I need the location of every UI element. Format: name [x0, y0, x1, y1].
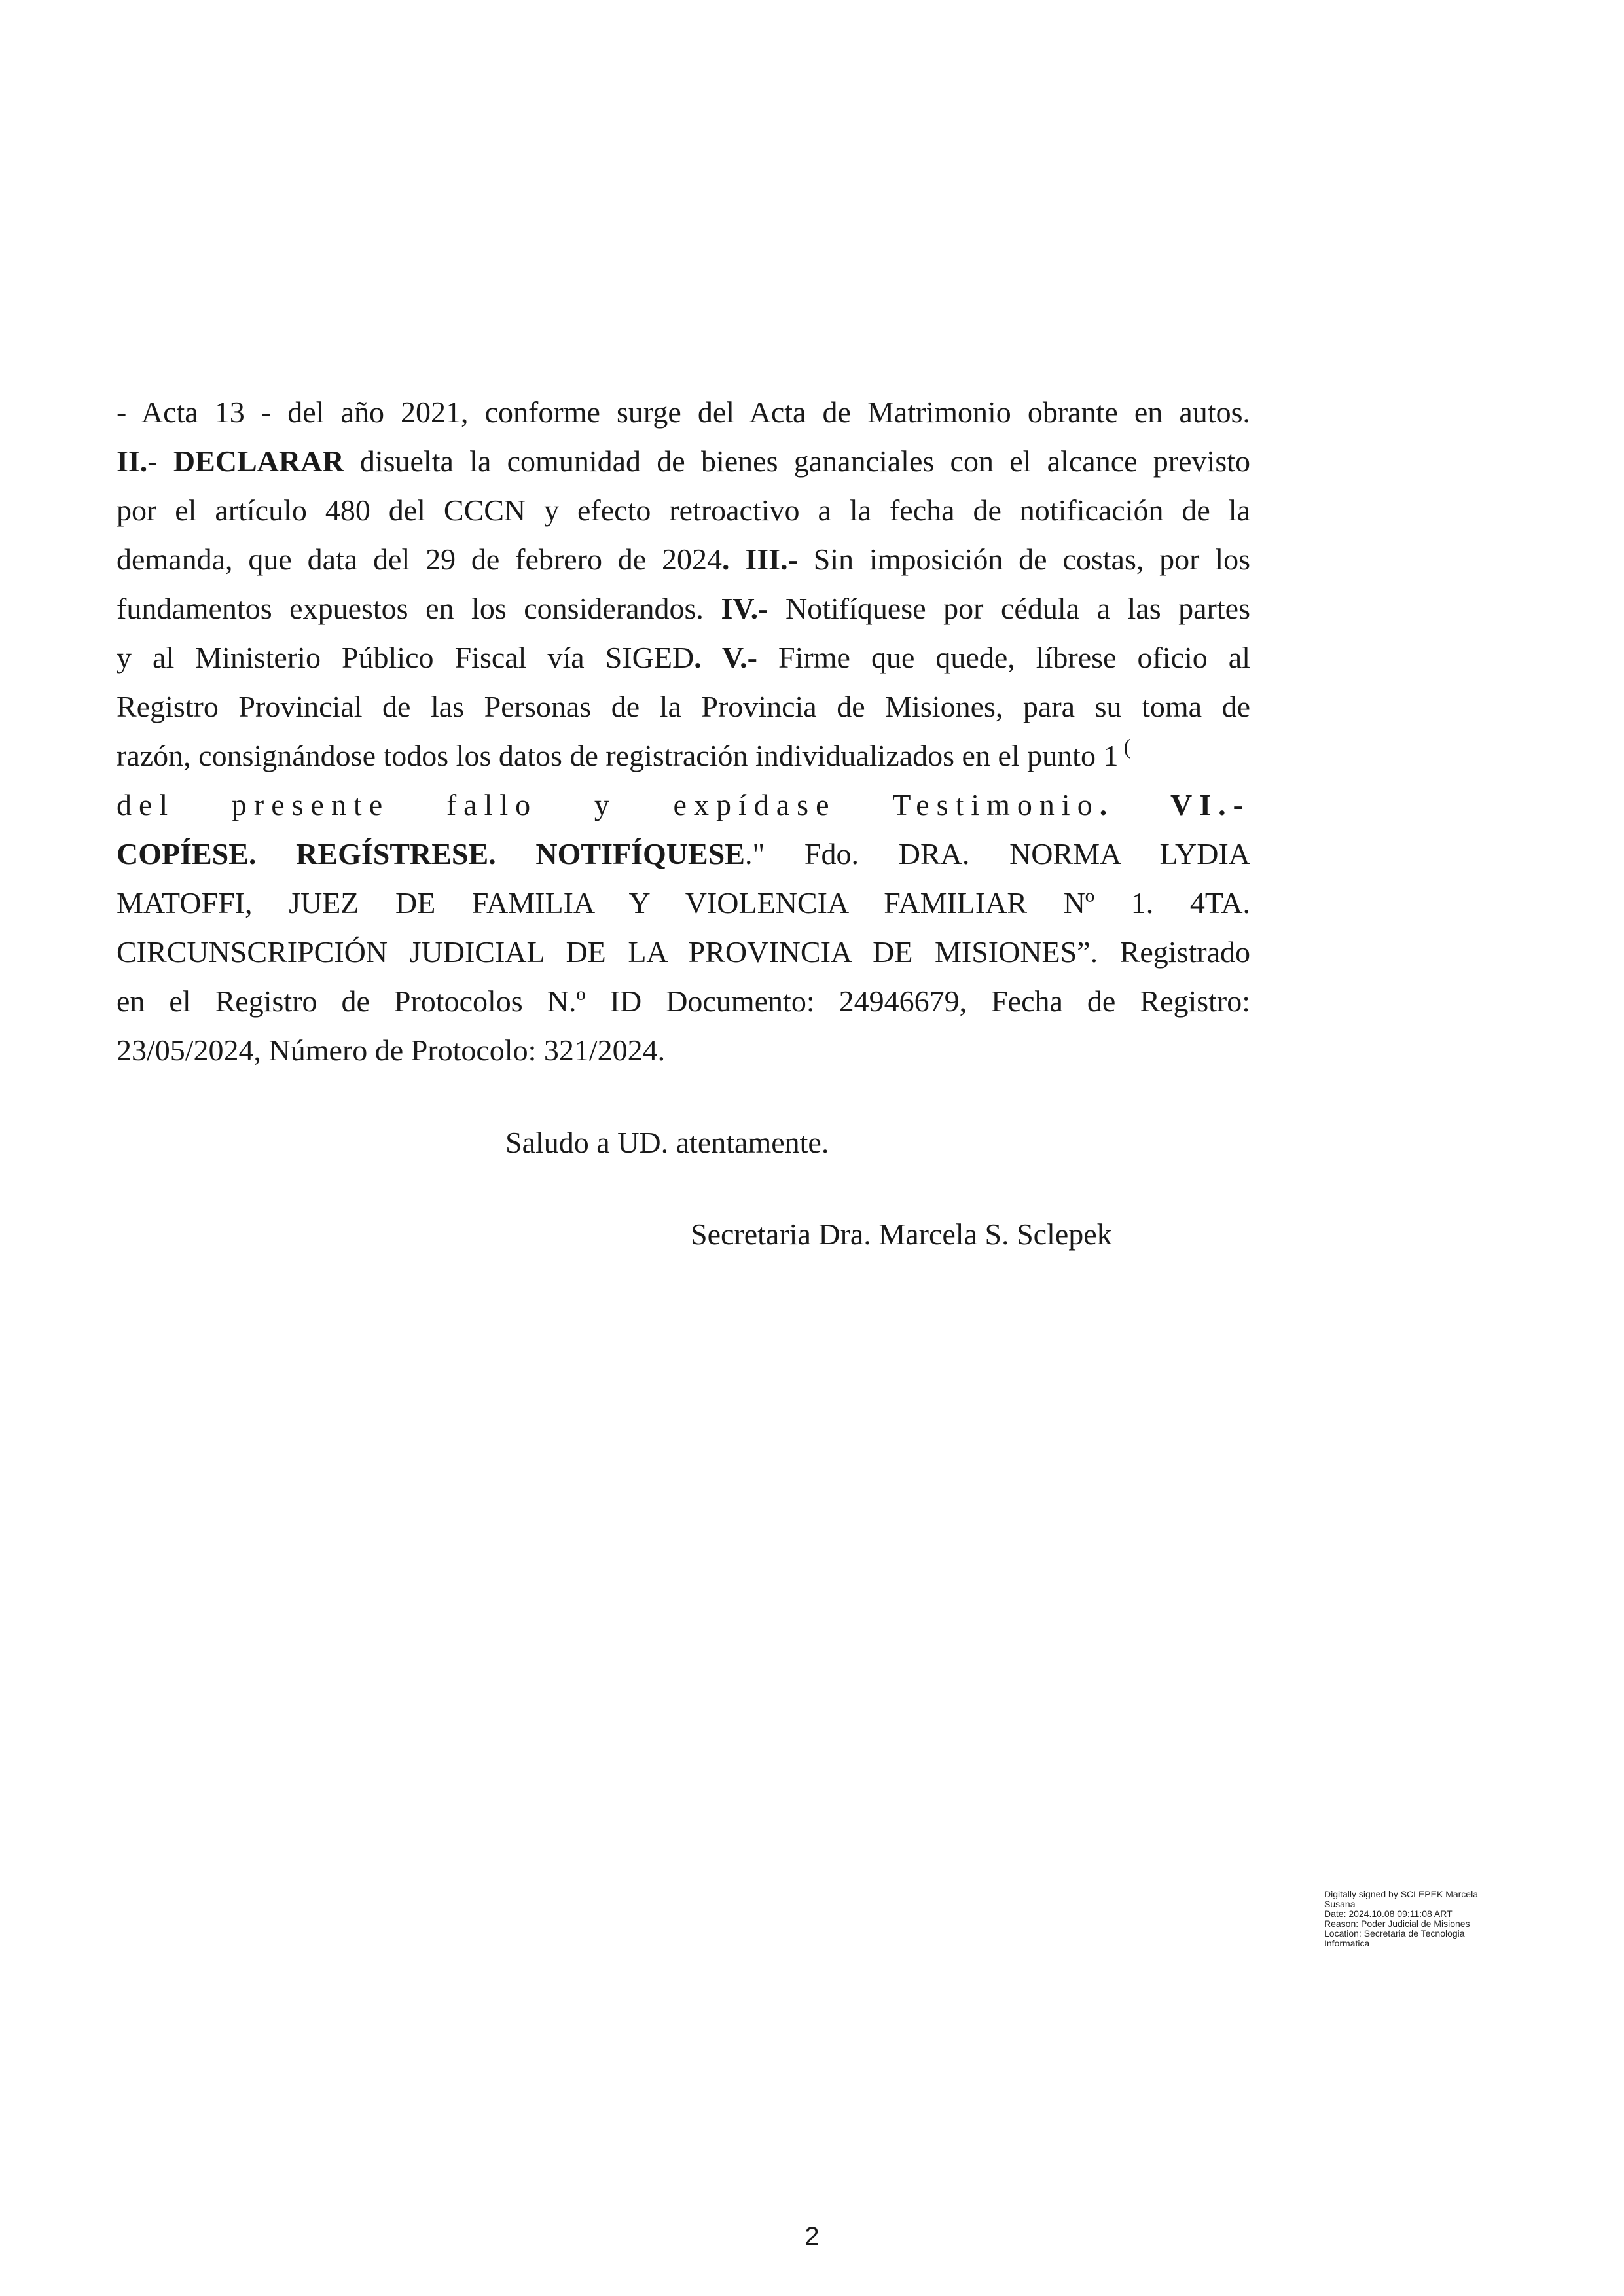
body-text: y al Ministerio Público Fiscal vía SIGED	[117, 641, 695, 674]
body-text: ." Fdo. DRA. NORMA LYDIA	[744, 837, 1250, 870]
page-number: 2	[804, 2222, 820, 2251]
digital-signature-line: Susana	[1324, 1899, 1356, 1909]
signature-name: Secretaria Dra. Marcela S. Sclepek	[691, 1217, 1112, 1251]
superscript-mark: (	[1123, 735, 1131, 759]
resolution-item-6-label: . VI.-	[1099, 788, 1250, 821]
body-text: MATOFFI, JUEZ DE FAMILIA Y VIOLENCIA FAMILIAR Nº 1. 4TA.	[117, 886, 1250, 920]
body-text: CIRCUNSCRIPCIÓN JUDICIAL DE LA PROVINCIA DE MISIONES”. Registrado	[117, 935, 1250, 969]
body-text: Sin imposición de costas, por los	[797, 543, 1251, 576]
body-text: Firme que quede, líbrese oficio al	[757, 641, 1250, 674]
body-text: fundamentos expuestos en los considerandos.	[117, 592, 721, 625]
body-line-12	[117, 934, 1250, 971]
body-text: demanda, que data del 29 de febrero de 2024	[117, 543, 723, 576]
body-line-5	[117, 590, 1250, 627]
body-text: disuelta la comunidad de bienes gananciales con el alcance previsto	[344, 444, 1251, 478]
body-text: - Acta 13 - del año 2021, conforme surge del Acta de Matrimonio obrante en autos.	[117, 395, 1250, 429]
resolution-item-3-label: . III.-	[722, 543, 798, 576]
body-text: razón, consignándose todos los datos de registración individualizados en el punto 1	[117, 739, 1119, 772]
body-line-10	[117, 836, 1250, 872]
body-line-6	[117, 639, 1250, 676]
digital-signature-location: Location: Secretaria de Tecnologia	[1324, 1928, 1465, 1939]
body-text: en el Registro de Protocolos N.º ID Documento: 24946679, Fecha de Registro:	[117, 984, 1250, 1018]
body-line-4	[117, 541, 1250, 578]
body-line-8	[117, 735, 1250, 778]
body-line-3	[117, 492, 1250, 529]
body-text: por el artículo 480 del CCCN y efecto retroactivo a la fecha de notificación de la	[117, 493, 1250, 527]
body-text: Registro Provincial de las Personas de la Provincia de Misiones, para su toma de	[117, 690, 1250, 723]
digital-signature-reason: Reason: Poder Judicial de Misiones	[1324, 1918, 1470, 1929]
resolution-item-2-label: II.- DECLARAR	[117, 444, 344, 478]
digital-signature-line: Informatica	[1324, 1938, 1370, 1948]
resolution-item-4-label: IV.-	[721, 592, 768, 625]
body-line-11	[117, 885, 1250, 922]
body-line-2	[117, 443, 1250, 480]
body-line-9	[117, 787, 1250, 823]
body-line-13	[117, 983, 1250, 1020]
digital-signature-line: Digitally signed by SCLEPEK Marcela	[1324, 1889, 1478, 1899]
closing-greeting: Saludo a UD. atentamente.	[505, 1126, 829, 1159]
body-text: del presente fallo y expídase Testimonio	[117, 788, 1100, 821]
resolution-order-text: COPÍESE. REGÍSTRESE. NOTIFÍQUESE	[117, 837, 745, 870]
body-line-14	[117, 1032, 1250, 1069]
body-line-1	[117, 394, 1250, 431]
body-line-7	[117, 689, 1250, 725]
resolution-item-5-label: . V.-	[694, 641, 758, 674]
digital-signature-date: Date: 2024.10.08 09:11:08 ART	[1324, 1909, 1453, 1919]
digital-signature-block	[1324, 1890, 1534, 1948]
body-text: Notifíquese por cédula a las partes	[768, 592, 1250, 625]
body-text: 23/05/2024, Número de Protocolo: 321/2024.	[117, 1033, 666, 1067]
